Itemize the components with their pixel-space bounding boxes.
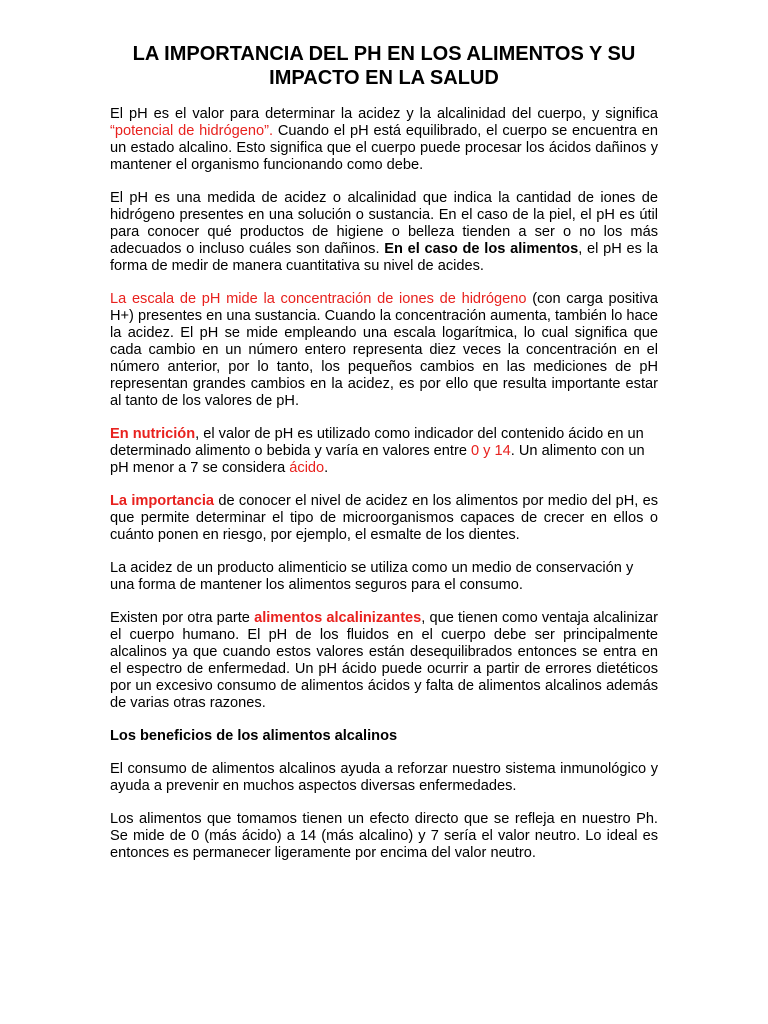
text: El pH es el valor para determinar la acidez y la alcalinidad del cuerpo, y significa [110, 106, 658, 122]
text: Cuando el pH está equilibrado, el cuerpo se encuentra en un estado alcalino. Esto significa que el cuerpo puede procesar los ácidos dañinos y mantener el organismo funcionando como debe. [110, 123, 658, 173]
text: . [324, 460, 329, 476]
text: , el pH es la forma de medir de manera cuantitativa su nivel de acides. [110, 241, 658, 274]
paragraph-ph-measure [110, 190, 658, 275]
text: , que tienen como ventaja alcalinizar el cuerpo humano. El pH de los fluidos en el cuerpo debe ser principalmente alcalinos ya que cuando estos valores están desequilibrados entonces se entra en el espectro de enfermedad. Un pH ácido puede ocurrir a partir de errores dietéticos por un excesivo consumo de alimentos ácidos y falta de alimentos alcalinos además de varias otras razones. [110, 610, 658, 711]
paragraph-ph-scale [110, 291, 658, 410]
text: de conocer el nivel de acidez en los alimentos por medio del pH, es que permite determinar el tipo de microorganismos capaces de crecer en ellos o cuánto ponen en riesgo, por ejemplo, el esmalte de los dientes. [110, 493, 658, 543]
paragraph-conservation: La acidez de un producto alimenticio se utiliza como un medio de conservación y una forma de mantener los alimentos seguros para el consumo. [110, 560, 634, 593]
text: El pH es una medida de acidez o alcalinidad que indica la cantidad de iones de hidrógeno presentes en una solución o sustancia. En el caso de la piel, el pH es útil para conocer qué productos de higiene o belleza tienden a ser o no los más adecuados o incluso cuáles son dañinos. [110, 190, 658, 257]
paragraph-nutrition [110, 426, 658, 477]
highlight-bold-text: En nutrición [110, 426, 196, 442]
bold-text: En el caso de los alimentos [384, 241, 579, 257]
paragraph-alkalizing-foods [110, 610, 658, 712]
text: , el valor de pH es utilizado como indicador del contenido ácido en un determinado alimento o bebida y varía en valores entre [110, 426, 644, 459]
highlight-text: ácido [289, 460, 325, 476]
highlight-text: La escala de pH mide la concentración de iones de hidrógeno [110, 291, 527, 307]
document-title: LA IMPORTANCIA DEL PH EN LOS ALIMENTOS Y SU IMPACTO EN LA SALUD [132, 43, 636, 89]
section-heading: Los beneficios de los alimentos alcalinos [110, 728, 398, 744]
highlight-bold-text: La importancia [110, 493, 215, 509]
text: Existen por otra parte [110, 610, 255, 626]
highlight-bold-text: alimentos alcalinizantes [254, 610, 422, 626]
paragraph-ph-definition [110, 106, 658, 174]
paragraph-benefits: El consumo de alimentos alcalinos ayuda a reforzar nuestro sistema inmunológico y ayuda a prevenir en muchos aspectos diversas enfermedades. [110, 761, 658, 794]
document-page [110, 42, 658, 878]
highlight-text: “potencial de hidrógeno”. [110, 123, 273, 139]
text: . Un alimento con un pH menor a 7 se considera [110, 443, 645, 476]
paragraph-importance [110, 493, 658, 544]
text: (con carga positiva H+) presentes en una sustancia. Cuando la concentración aumenta, también lo hace la acidez. El pH se mide empleando una escala logarítmica, lo cual significa que cada cambio en un número entero representa diez veces la concentración en el número anterior, por lo tanto, los pequeños cambios en las mediciones de pH representan grandes cambios en la acidez, es por ello que resulta importante estar al tanto de los valores de pH. [110, 291, 659, 409]
highlight-text: 0 y 14 [471, 443, 511, 459]
paragraph-neutral-value: Los alimentos que tomamos tienen un efecto directo que se refleja en nuestro Ph. Se mide de 0 (más ácido) a 14 (más alcalino) y 7 sería el valor neutro. Lo ideal es entonces es permanecer ligeramente por encima del valor neutro. [110, 811, 658, 861]
